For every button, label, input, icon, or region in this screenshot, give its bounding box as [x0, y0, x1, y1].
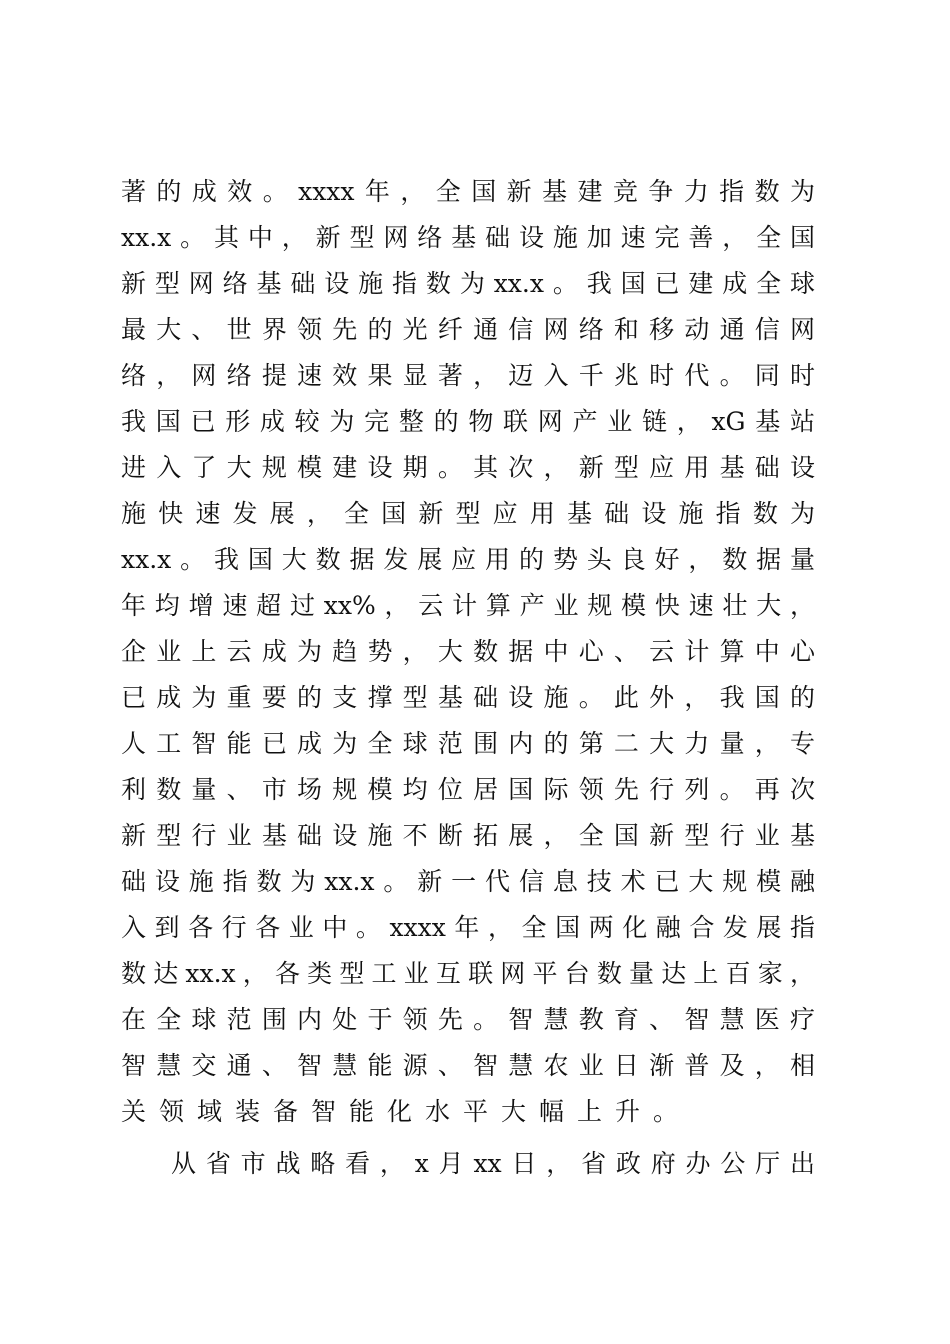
text-line: 新型行业基础设施不断拓展，全国新型行业基	[121, 821, 815, 850]
paragraph-2-first-line: 从省市战略看，x月xx日，省政府办公厅出	[171, 1149, 815, 1178]
text-line: 最大、世界领先的光纤通信网络和移动通信网	[121, 315, 815, 344]
text-line: 著的成效。xxxx年，全国新基建竞争力指数为	[121, 177, 815, 206]
text-line-last: 关领域装备智能化水平大幅上升。	[121, 1097, 692, 1126]
text-line: 在全球范围内处于领先。智慧教育、智慧医疗	[121, 1005, 815, 1034]
text-line: 企业上云成为趋势，大数据中心、云计算中心	[121, 637, 815, 666]
text-line: 我国已形成较为完整的物联网产业链，xG基站	[121, 407, 815, 436]
text-line: 利数量、市场规模均位居国际领先行列。再次	[121, 775, 815, 804]
text-line: 络，网络提速效果显著，迈入千兆时代。同时	[121, 361, 815, 390]
text-line: 已成为重要的支撑型基础设施。此外，我国的	[121, 683, 815, 712]
text-line: 施快速发展，全国新型应用基础设施指数为	[121, 499, 815, 528]
text-line: xx.x。其中，新型网络基础设施加速完善，全国	[121, 223, 815, 252]
text-line: 人工智能已成为全球范围内的第二大力量，专	[121, 729, 815, 758]
text-line: 智慧交通、智慧能源、智慧农业日渐普及，相	[121, 1051, 815, 1080]
text-line: 数达xx.x，各类型工业互联网平台数量达上百家，	[121, 959, 815, 988]
text-line: 进入了大规模建设期。其次，新型应用基础设	[121, 453, 815, 482]
text-line: 新型网络基础设施指数为xx.x。我国已建成全球	[121, 269, 815, 298]
text-line: 入到各行各业中。xxxx年，全国两化融合发展指	[121, 913, 815, 942]
text-line: 础设施指数为xx.x。新一代信息技术已大规模融	[121, 867, 815, 896]
text-line: xx.x。我国大数据发展应用的势头良好，数据量	[121, 545, 815, 574]
text-line: 年均增速超过xx%，云计算产业规模快速壮大，	[121, 591, 815, 620]
